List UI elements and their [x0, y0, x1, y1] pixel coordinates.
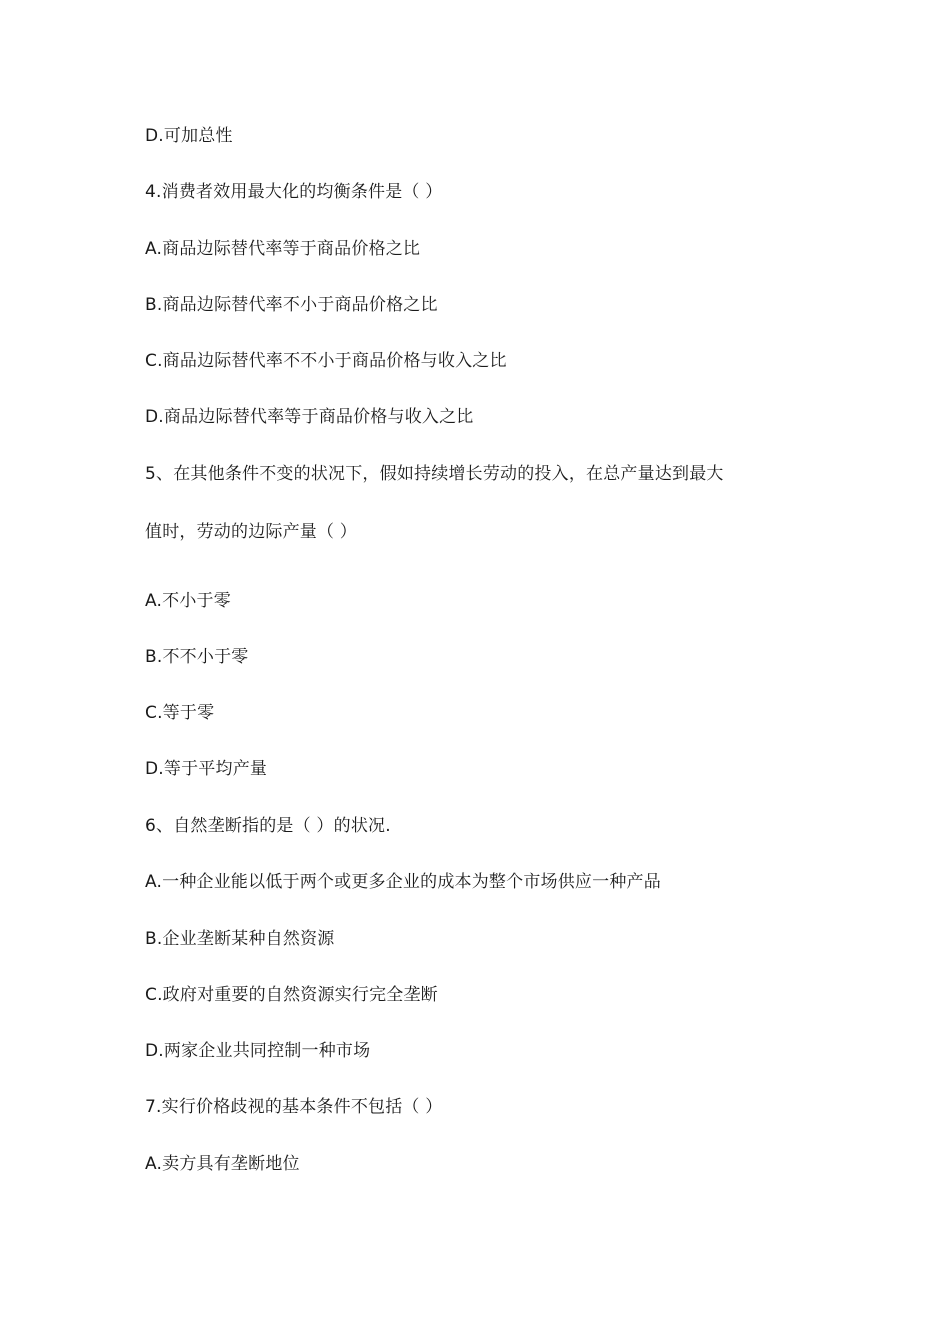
question-5-line-2: 值时，劳动的边际产量（ ）: [145, 522, 358, 542]
option-6b: B.企业垄断某种自然资源: [145, 929, 335, 949]
option-6c: C.政府对重要的自然资源实行完全垄断: [145, 985, 438, 1005]
option-4a: A.商品边际替代率等于商品价格之比: [145, 239, 421, 259]
question-6: 6、自然垄断指的是（ ）的状况.: [145, 816, 391, 836]
option-5b: B.不不小于零: [145, 647, 249, 667]
option-6a: A.一种企业能以低于两个或更多企业的成本为整个市场供应一种产品: [145, 872, 661, 892]
question-5-line-1: 5、在其他条件不变的状况下，假如持续增长劳动的投入，在总产量达到最大: [145, 464, 724, 484]
option-5c: C.等于零: [145, 703, 215, 723]
option-3d: D.可加总性: [145, 126, 233, 146]
option-6d: D.两家企业共同控制一种市场: [145, 1041, 371, 1061]
question-4: 4.消费者效用最大化的均衡条件是（ ）: [145, 182, 443, 202]
option-4b: B.商品边际替代率不小于商品价格之比: [145, 295, 438, 315]
option-5a: A.不小于零: [145, 591, 231, 611]
option-5d: D.等于平均产量: [145, 759, 268, 779]
question-7: 7.实行价格歧视的基本条件不包括（ ）: [145, 1097, 443, 1117]
option-7a: A.卖方具有垄断地位: [145, 1154, 300, 1174]
option-4c: C.商品边际替代率不不小于商品价格与收入之比: [145, 351, 507, 371]
option-4d: D.商品边际替代率等于商品价格与收入之比: [145, 407, 474, 427]
